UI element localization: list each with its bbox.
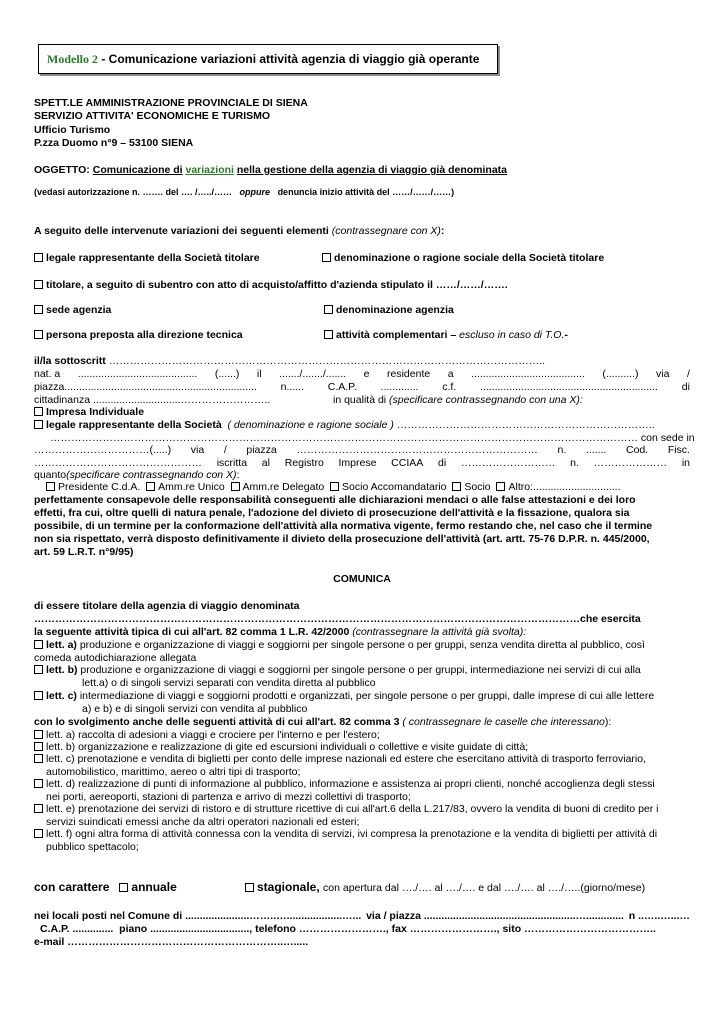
declaration-line-2: effetti, fra cui, oltre quelli di natura penale, l'adozione del divieto di prosecuzione dell'attività e la fissazione, qualora sia — [34, 507, 630, 519]
svolgimento-note: ( contrassegnare le caselle che interessano — [402, 716, 605, 728]
model-number: Modello 2 — [47, 52, 98, 66]
activity-intro-note: (contrassegnare la attività già svolta): — [352, 626, 527, 638]
lett-text: lett. d) realizzazione di punti di informazione al pubblico, informazione e assistenza ai propri clienti, nonché accoglienza degli stessi — [46, 778, 655, 790]
lett-text: lett. f) ogni altra forma di attività connessa con la vendita di servizi, ivi compresa la prenotazione e la vendita di biglietti per attività di — [46, 828, 658, 840]
company-city-field[interactable]: ……………………………(.....) — [34, 444, 172, 456]
oggetto-line — [34, 164, 690, 176]
sottoscritto-line-4 — [34, 394, 690, 406]
lett-text: lett. a) raccolta di adesioni a viaggi e crociere per l'interno e per l'estero; — [46, 729, 380, 741]
checkbox-icon[interactable] — [34, 640, 43, 649]
option-titolare-subentro[interactable] — [34, 279, 690, 291]
option-label: titolare, a seguito di subentro con atto di acquisto/affitto d'azienda stipulato il ……/……/……. — [46, 279, 508, 291]
residence-province-field[interactable]: (..........) — [602, 368, 639, 380]
intro-text: A seguito delle intervenute variazioni dei seguenti elementi — [34, 225, 329, 237]
carattere-label: con carattere — [34, 880, 110, 894]
text-segment: Registro — [284, 457, 324, 469]
option-label: attività complementari – — [336, 329, 457, 341]
comunica-heading: COMUNICA — [333, 573, 391, 585]
locali-cap-field[interactable]: C.A.P. .............. — [40, 923, 114, 935]
text-segment: e — [363, 368, 370, 380]
checkbox-icon[interactable] — [34, 754, 43, 763]
checkbox-icon[interactable] — [231, 482, 240, 491]
lett-secondary-c-cont: automobilistico, marittimo, aereo o altri tipi di trasporto; — [46, 766, 301, 778]
roles-row — [34, 481, 690, 493]
lett-secondary-d-cont: nei porti, aereoporti, stazioni di partenza e arrivo di mezzi collettivi di trasporto; — [46, 791, 411, 803]
reference-denuncia: denuncia inizio attività del ……/……/……) — [277, 187, 455, 197]
checkbox-icon[interactable] — [322, 253, 331, 262]
checkbox-icon[interactable] — [496, 482, 505, 491]
lett-main-c-cont: a) e b) e di singoli servizi con vendita al pubblico — [82, 703, 308, 715]
checkbox-icon[interactable] — [324, 330, 333, 339]
lett-main-b[interactable] — [34, 664, 690, 676]
checkbox-icon[interactable] — [34, 407, 43, 416]
lett-secondary-e-cont: servizi suindicati emessi anche da altri operatori nazionali ed esteri; — [46, 816, 360, 828]
option-end: - — [564, 329, 568, 341]
option-stagionale[interactable] — [245, 880, 645, 895]
declaration-line-1: perfettamente consapevole delle responsabilità conseguenti alle dichiarazioni mendaci o alle false attestazioni e dei loro — [34, 494, 636, 506]
oggetto-label: OGGETTO: — [34, 164, 90, 176]
locali-line-2 — [34, 923, 690, 935]
checkbox-icon[interactable] — [34, 691, 43, 700]
role-amministratore-unico[interactable] — [146, 481, 225, 493]
text-segment: Imprese — [338, 457, 377, 469]
intro-line — [34, 225, 690, 237]
street-number-field[interactable]: n...... — [280, 381, 304, 393]
lett-secondary-c[interactable] — [34, 753, 690, 765]
text-segment: iscritta — [216, 457, 248, 469]
oggetto-text-c: nella gestione della agenzia di viaggio già denominata — [236, 164, 508, 176]
reference-authorization: (vedasi autorizzazione n. ……. del …. /…../…… — [34, 187, 233, 197]
text-segment: c.f. — [442, 381, 457, 393]
checkbox-icon[interactable] — [34, 730, 43, 739]
activity-intro — [34, 626, 690, 638]
lett-label: lett. c) — [46, 690, 77, 702]
option-persona-preposta[interactable] — [34, 329, 243, 341]
role-label: Amm.re Unico — [158, 481, 225, 493]
option-denominazione-ragione-sociale[interactable] — [322, 252, 604, 264]
text-segment: al — [261, 457, 270, 469]
company-address-field[interactable]: …………………………………………………………… — [296, 444, 538, 456]
lett-secondary-a[interactable] — [34, 729, 690, 741]
role-label: Amm.re Delegato — [242, 481, 325, 493]
option-denominazione-agenzia[interactable] — [324, 304, 454, 316]
company-fiscal-code-field[interactable]: ………………………………………… — [34, 457, 202, 469]
text-segment: a — [447, 368, 454, 380]
oggetto-text-b: variazioni — [185, 164, 234, 176]
lett-secondary-b[interactable] — [34, 741, 690, 753]
sottoscritto-line-8 — [34, 444, 690, 456]
title-text: - Comunicazione variazioni attività agenzia di viaggio già operante — [101, 52, 480, 66]
lett-text: lett. e) prenotazione dei servizi di ristoro e di strutture ricettive di cui all'art.6 della L.217/83, ovvero la vendita di buoni di credito per i — [46, 803, 659, 815]
lett-secondary-d[interactable] — [34, 778, 690, 790]
text-segment: / — [223, 444, 227, 456]
text-segment: quanto — [34, 469, 67, 481]
checkbox-icon[interactable] — [119, 883, 128, 892]
cciaa-number-field[interactable]: ………………… — [593, 457, 668, 469]
svolgimento-text: con lo svolgimento anche delle seguenti attività di cui all'art. 82 comma 3 — [34, 716, 400, 728]
sottoscritto-line-1 — [34, 355, 690, 367]
lett-text: produzione e organizzazione di viaggi e soggiorni per singole persone o per gruppi, senza vendita diretta al pubblico, così — [79, 639, 645, 651]
sottoscritto-line-3 — [34, 381, 690, 393]
quanto-note: (specificare contrassegnando con X) — [66, 469, 237, 481]
reference-line — [34, 186, 690, 198]
text-segment: Fisc. — [667, 444, 690, 456]
sottoscritto-label: il/la sottoscritt — [34, 355, 106, 367]
locali-line-1 — [34, 910, 690, 922]
company-number-field[interactable]: ....... — [585, 444, 607, 456]
text-segment: nat. a — [34, 368, 61, 380]
lett-text: lett. b) organizzazione e realizzazione di gite ed escursioni individuali o collettive e visite guidate di città; — [46, 741, 529, 753]
activity-intro-text: la seguente attività tipica di cui all'art. 82 comma 1 L.R. 42/2000 — [34, 626, 350, 638]
checkbox-icon[interactable] — [34, 742, 43, 751]
role-presidente[interactable] — [34, 481, 140, 493]
declaration-line-4: non sia rispettato, verrà disposto definitivamente il divieto della prosecuzione dell'attività (art. artt. 75-76 D.P.R. n. 445/2000, — [34, 533, 650, 545]
carattere-line — [34, 880, 690, 894]
role-socio[interactable] — [452, 481, 490, 493]
text-segment: CCIAA — [391, 457, 424, 469]
checkbox-icon[interactable] — [34, 804, 43, 813]
text-segment: in qualità di — [333, 394, 387, 406]
checkbox-icon[interactable] — [324, 305, 333, 314]
svolgimento-line — [34, 716, 690, 728]
lett-main-a[interactable] — [34, 639, 690, 651]
agency-name-field[interactable]: ………………………………………………………………………………………………………………………………………… — [34, 613, 580, 625]
text-segment: di — [437, 457, 447, 469]
apertura-text: con apertura dal …./…. al …./…. e dal …./…. al …./…..(giorno/mese) — [323, 882, 646, 894]
checkbox-icon[interactable] — [34, 829, 43, 838]
role-label: Altro:.............................. — [508, 481, 621, 493]
lett-secondary-f-cont: pubblico spettacolo; — [46, 841, 139, 853]
option-label: sede agenzia — [46, 304, 112, 316]
birthdate-field[interactable]: ......./......./....... — [279, 368, 347, 380]
text-segment: via — [190, 444, 205, 456]
lett-label: lett. a) — [46, 639, 77, 651]
residence-field[interactable]: ....................................... — [471, 368, 585, 380]
text-segment: residente — [387, 368, 431, 380]
qualita-note: (specificare contrassegnando con una X): — [389, 394, 583, 406]
role-socio-accomandatario[interactable] — [330, 481, 446, 493]
sottoscritto-name-field[interactable]: …………………………………………………………………………………………………………….. — [108, 355, 546, 367]
titolare-line: di essere titolare della agenzia di viaggio denominata — [34, 600, 300, 612]
text-segment: / — [686, 368, 690, 380]
form-title-box — [38, 44, 498, 74]
locali-email-field[interactable]: e-mail ……………………………………………………..…..... — [34, 936, 309, 948]
option-legale-rappresentante[interactable] — [34, 252, 260, 264]
text-segment: piazza — [246, 444, 277, 456]
locali-contact-fields[interactable]: piano .................................., telefono ……………………., fax ……………………., sito ……………………………….. — [119, 923, 656, 935]
form-title — [47, 52, 479, 67]
role-altro[interactable] — [496, 481, 620, 493]
company-name-field[interactable]: ……………………………………………………………….. — [396, 419, 655, 431]
option-label: denominazione o ragione sociale della Società titolare — [334, 252, 605, 264]
sottoscritto-line-7: …………………………………………………………………………………………………………………………………………………… con sede in — [50, 432, 695, 444]
option-label: legale rappresentante della Società — [46, 419, 222, 431]
citizenship-field[interactable]: cittadinanza ..............................…………………….. — [34, 394, 271, 406]
text-segment: che esercita — [580, 613, 641, 625]
text-segment: Cod. — [625, 444, 649, 456]
checkbox-icon[interactable] — [34, 280, 43, 289]
text-segment: C.A.P. — [327, 381, 357, 393]
option-annuale[interactable] — [119, 880, 176, 894]
role-label: Socio — [464, 481, 491, 493]
intro-colon: : — [440, 225, 445, 237]
text-segment: via — [656, 368, 670, 380]
qualita-label — [333, 394, 583, 406]
cap-field[interactable]: ............. — [380, 381, 419, 393]
role-amministratore-delegato[interactable] — [231, 481, 325, 493]
text-segment: n. — [570, 457, 579, 469]
lett-main-b-cont: lett.a) o di singoli servizi separati con vendita diretta al pubblico — [82, 677, 376, 689]
checkbox-icon[interactable] — [330, 482, 339, 491]
checkbox-icon[interactable] — [245, 883, 254, 892]
option-note: escluso in caso di T.O. — [459, 329, 565, 341]
text-segment: ): — [604, 716, 612, 728]
declaration-line-5: art. 59 L.R.T. n°9/95) — [34, 546, 134, 558]
checkbox-icon[interactable] — [34, 253, 43, 262]
text-segment: di — [681, 381, 690, 393]
checkbox-icon[interactable] — [34, 665, 43, 674]
sottoscritto-line-10 — [34, 469, 690, 481]
option-label: denominazione agenzia — [336, 304, 454, 316]
reference-oppure: oppure — [239, 187, 271, 197]
lett-secondary-e[interactable] — [34, 803, 690, 815]
address-field[interactable]: piazza.................................................................. — [34, 381, 257, 393]
checkbox-icon[interactable] — [34, 420, 43, 429]
oggetto-text-a: Comunicazione di — [92, 164, 183, 176]
option-impresa-individuale[interactable] — [34, 406, 690, 418]
agency-name-line — [34, 613, 690, 625]
intro-note: (contrassegnare con X) — [331, 225, 441, 237]
declaration-line-3: possibile, di un termine per la conformazione dell'attività alla normativa vigente, fermo restando che, nel caso che il termine — [34, 520, 653, 532]
checkbox-icon[interactable] — [46, 482, 55, 491]
birthplace-field[interactable]: ......................................... — [77, 368, 198, 380]
recipient-line-1: SPETT.LE AMMINISTRAZIONE PROVINCIALE DI SIENA — [34, 97, 308, 109]
birth-province-field[interactable]: (......) — [214, 368, 240, 380]
text-segment: in — [681, 457, 690, 469]
option-label: stagionale, — [257, 880, 320, 894]
locali-address-field[interactable]: via / piazza ....................................................…............. — [366, 910, 624, 922]
comune-field[interactable]: nei locali posti nel Comune di ......................……..…...................…... — [34, 910, 362, 922]
text-segment: n. — [557, 444, 567, 456]
role-label: Presidente C.d.A. — [58, 481, 141, 493]
cciaa-city-field[interactable]: ……………………… — [460, 457, 556, 469]
checkbox-icon[interactable] — [34, 305, 43, 314]
lett-text: lett. c) prenotazione e vendita di biglietti per conto delle imprese nazionali ed estere che esercitano attività di trasporto ferroviario, — [46, 753, 646, 765]
lett-text: produzione e organizzazione di viaggi e soggiorni per singole persone o per gruppi, intermediazione nei servizi di cui alla — [80, 664, 641, 676]
checkbox-icon[interactable] — [146, 482, 155, 491]
option-legale-societa[interactable] — [34, 419, 690, 431]
lett-main-c[interactable] — [34, 690, 690, 702]
locali-number-field[interactable]: n ..…..…...… — [628, 910, 690, 922]
text-segment: il — [256, 368, 262, 380]
checkbox-icon[interactable] — [34, 330, 43, 339]
option-label: annuale — [131, 880, 177, 894]
sottoscritto-line-2 — [34, 368, 690, 380]
fiscal-code-field[interactable]: ............................................................. — [480, 381, 658, 393]
checkbox-icon[interactable] — [452, 482, 461, 491]
checkbox-icon[interactable] — [34, 779, 43, 788]
lett-secondary-f[interactable] — [34, 828, 690, 840]
option-label: Impresa Individuale — [46, 406, 145, 418]
recipient-line-4: P.zza Duomo n°9 – 53100 SIENA — [34, 137, 194, 149]
option-label: persona preposta alla direzione tecnica — [46, 329, 243, 341]
option-label: legale rappresentante della Società titolare — [46, 252, 260, 264]
option-sede-agenzia[interactable] — [34, 304, 111, 316]
role-label: Socio Accomandatario — [342, 481, 447, 493]
option-attivita-complementari[interactable] — [324, 329, 568, 341]
sottoscritto-line-9 — [34, 457, 690, 469]
option-note: ( denominazione e ragione sociale ) — [227, 419, 394, 431]
recipient-line-3: Ufficio Turismo — [34, 124, 111, 136]
lett-label: lett. b) — [46, 664, 78, 676]
lett-main-a-cont: comeda autodichiarazione allegata — [34, 652, 197, 664]
recipient-line-2: SERVIZIO ATTIVITA' ECONOMICHE E TURISMO — [34, 110, 271, 122]
lett-text: intermediazione di viaggi e soggiorni prodotti e organizzati, per singole persone o per gruppi, dalle imprese di cui alle lettere — [79, 690, 655, 702]
text-segment: : — [236, 469, 240, 481]
